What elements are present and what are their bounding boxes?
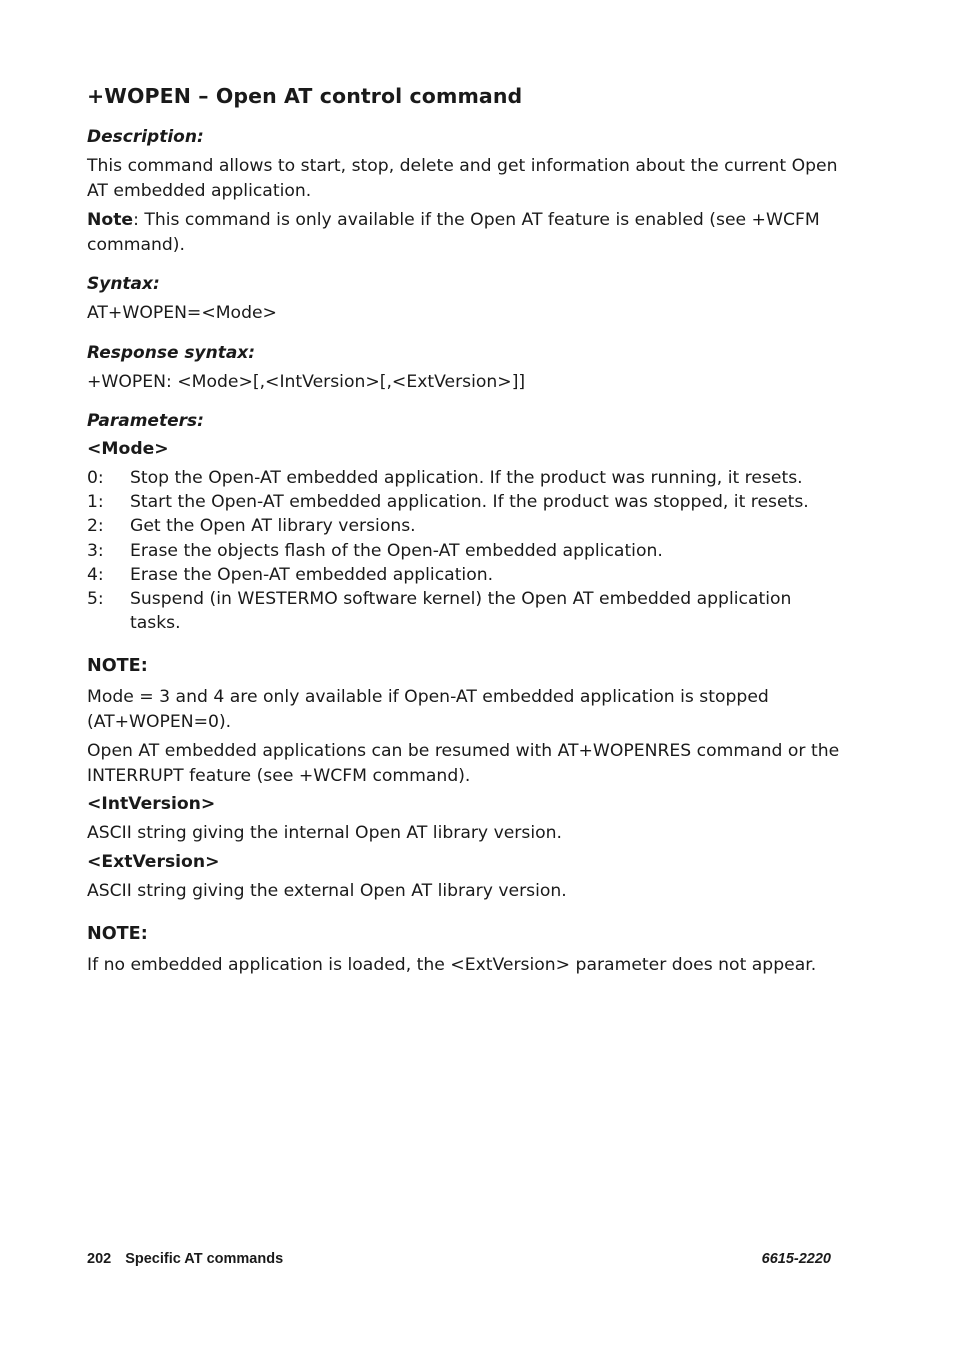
mode-number: 0: (87, 468, 104, 488)
response-syntax-text: +WOPEN: <Mode>[,<IntVersion>[,<ExtVersion>]] (87, 371, 526, 392)
mode-description: Stop the Open-AT embedded application. If the product was running, it resets. (130, 468, 803, 488)
note-paragraph: Open AT embedded applications can be resumed with AT+WOPENRES command or the INTERRUPT feature (see +WCFM command). (87, 741, 840, 786)
note-label: Note (87, 210, 134, 230)
page-content (87, 84, 847, 983)
response-syntax-label: Response syntax: (87, 342, 256, 363)
note-heading: NOTE: (87, 924, 148, 945)
note-text: : This command is only available if the Open AT feature is enabled (see +WCFM command). (87, 210, 820, 255)
description-text: This command allows to start, stop, delete and get information about the current Open AT embedded application. (87, 156, 838, 201)
list-item (87, 466, 847, 490)
mode-description: Erase the Open-AT embedded application. (130, 564, 494, 585)
intversion-text: ASCII string giving the internal Open AT library version. (87, 823, 562, 844)
syntax-text: AT+WOPEN=<Mode> (87, 303, 277, 323)
mode-param-label: <Mode> (87, 439, 169, 459)
parameters-label: Parameters: (87, 411, 204, 431)
description-label: Description: (87, 127, 204, 147)
document-number: 6615-2220 (761, 1251, 831, 1267)
mode-description: Get the Open AT library versions. (130, 516, 416, 537)
mode-description: Erase the objects flash of the Open-AT embedded application. (130, 540, 663, 561)
page-number: 202 (87, 1251, 112, 1267)
extversion-text: ASCII string giving the external Open AT library version. (87, 880, 567, 901)
mode-number: 3: (87, 540, 104, 561)
mode-number: 4: (87, 564, 104, 585)
syntax-label: Syntax: (87, 274, 160, 294)
mode-list (87, 466, 847, 635)
extversion-param-label: <ExtVersion> (87, 851, 220, 872)
mode-description: Suspend (in WESTERMO software kernel) the Open AT embedded application tasks. (130, 589, 792, 634)
intversion-param-label: <IntVersion> (87, 794, 216, 815)
note-paragraph: Mode = 3 and 4 are only available if Open-AT embedded application is stopped (AT+WOPEN=0). (87, 687, 769, 732)
list-item (87, 514, 847, 538)
list-item (87, 539, 847, 563)
mode-number: 2: (87, 516, 104, 537)
section-name: Specific AT commands (125, 1251, 284, 1267)
note-heading: NOTE: (87, 656, 148, 677)
mode-number: 5: (87, 589, 104, 610)
mode-number: 1: (87, 492, 104, 513)
page-title: +WOPEN – Open AT control command (87, 84, 523, 108)
footer-left (87, 1251, 283, 1267)
description-note (87, 208, 847, 257)
list-item (87, 587, 847, 635)
list-item (87, 490, 847, 514)
mode-description: Start the Open-AT embedded application. If the product was stopped, it resets. (130, 492, 809, 513)
list-item (87, 563, 847, 587)
note-paragraph: If no embedded application is loaded, the <ExtVersion> parameter does not appear. (87, 955, 817, 976)
